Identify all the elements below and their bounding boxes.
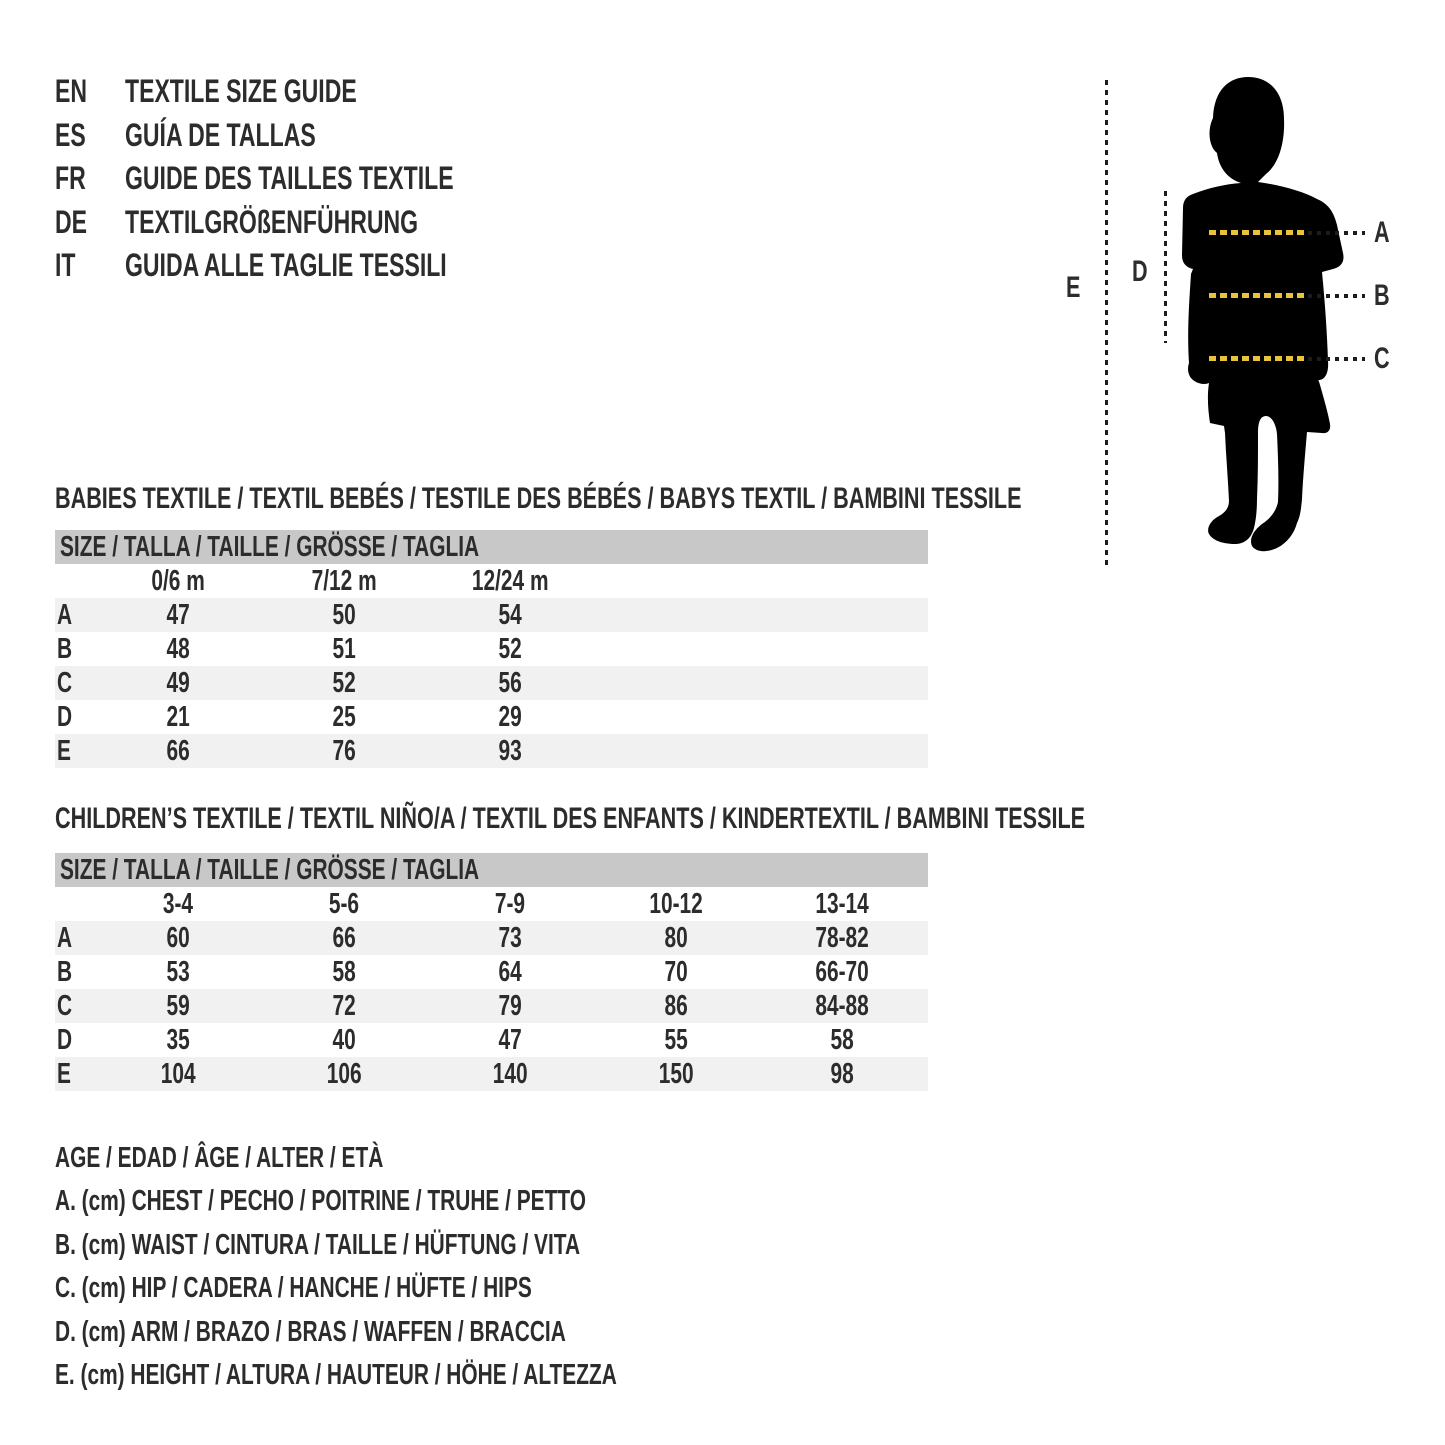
table-row xyxy=(55,666,928,700)
cell: 55 xyxy=(664,1024,688,1056)
children-section-title: CHILDREN’S TEXTILE / TEXTIL NIÑO/A / TEXTIL DES ENFANTS / KINDERTEXTIL / BAMBINI TESSILE xyxy=(55,802,1086,835)
table-row xyxy=(55,955,928,989)
lang-code: EN xyxy=(55,73,88,109)
cell: 72 xyxy=(332,990,356,1022)
lang-code: IT xyxy=(55,247,76,283)
cell: 64 xyxy=(498,956,522,988)
chest-dash-line xyxy=(1209,230,1304,235)
lang-code: DE xyxy=(55,203,88,240)
row-label: C xyxy=(57,667,73,699)
waist-dot-line xyxy=(1308,294,1365,298)
marker-b-label: B xyxy=(1374,279,1390,312)
cell: 98 xyxy=(830,1058,854,1090)
row-label: D xyxy=(57,1024,73,1056)
marker-c-label: C xyxy=(1374,342,1390,375)
lang-code: FR xyxy=(55,160,86,196)
guide-title-it: GUIDA ALLE TAGLIE TESSILI xyxy=(125,247,447,283)
lang-row-fr xyxy=(55,157,581,201)
row-label: E xyxy=(57,735,71,767)
row-label: E xyxy=(57,1058,71,1090)
marker-d-label: D xyxy=(1132,255,1148,288)
cell: 47 xyxy=(498,1024,522,1056)
arm-measure-line xyxy=(1164,191,1167,343)
cell: 52 xyxy=(498,633,522,665)
table-column-header-row xyxy=(55,564,928,598)
cell: 56 xyxy=(498,667,522,699)
cell: 106 xyxy=(326,1058,362,1090)
guide-title-de: TEXTILGRÖßENFÜHRUNG xyxy=(125,203,419,240)
legend-hip: C. (cm) HIP / CADERA / HANCHE / HÜFTE / HIPS xyxy=(55,1272,532,1305)
table-row xyxy=(55,1023,928,1057)
cell: 70 xyxy=(664,956,688,988)
col-header: 3-4 xyxy=(162,888,194,920)
table-row xyxy=(55,989,928,1023)
cell: 58 xyxy=(830,1024,854,1056)
legend-chest: A. (cm) CHEST / PECHO / POITRINE / TRUHE / PETTO xyxy=(55,1185,586,1218)
cell: 66-70 xyxy=(815,956,869,988)
cell: 51 xyxy=(332,633,356,665)
cell: 73 xyxy=(498,922,522,954)
children-size-header-bar: SIZE / TALLA / TAILLE / GRÖSSE / TAGLIA xyxy=(55,853,928,887)
waist-dash-line xyxy=(1209,293,1304,298)
cell: 47 xyxy=(166,599,190,631)
col-header: 10-12 xyxy=(649,888,703,920)
col-header: 7-9 xyxy=(494,888,526,920)
col-header: 0/6 m xyxy=(151,565,205,597)
language-title-block xyxy=(55,70,581,288)
cell: 84-88 xyxy=(815,990,869,1022)
babies-size-header-bar: SIZE / TALLA / TAILLE / GRÖSSE / TAGLIA xyxy=(55,530,928,564)
measurement-legend xyxy=(55,1137,835,1397)
guide-title-fr: GUIDE DES TAILLES TEXTILE xyxy=(125,160,454,196)
legend-age: AGE / EDAD / ÂGE / ALTER / ETÀ xyxy=(55,1142,384,1174)
table-row xyxy=(55,1057,928,1091)
cell: 49 xyxy=(166,667,190,699)
lang-row-es xyxy=(55,114,581,158)
cell: 21 xyxy=(166,701,190,733)
guide-title-en: TEXTILE SIZE GUIDE xyxy=(125,73,357,109)
row-label: B xyxy=(57,633,73,665)
table-row xyxy=(55,734,928,768)
cell: 86 xyxy=(664,990,688,1022)
cell: 66 xyxy=(166,735,190,767)
cell: 80 xyxy=(664,922,688,954)
cell: 59 xyxy=(166,990,190,1022)
row-label: B xyxy=(57,956,73,988)
table-column-header-row xyxy=(55,887,928,921)
legend-arm: D. (cm) ARM / BRAZO / BRAS / WAFFEN / BRACCIA xyxy=(55,1315,566,1348)
row-label: D xyxy=(57,701,73,733)
guide-title-es: GUÍA DE TALLAS xyxy=(125,116,316,153)
legend-waist: B. (cm) WAIST / CINTURA / TAILLE / HÜFTUNG / VITA xyxy=(55,1228,581,1261)
corner-cell xyxy=(55,887,95,921)
chest-dot-line xyxy=(1308,231,1365,235)
cell: 25 xyxy=(332,701,356,733)
legend-height: E. (cm) HEIGHT / ALTURA / HAUTEUR / HÖHE / ALTEZZA xyxy=(55,1358,617,1391)
babies-section-title: BABIES TEXTILE / TEXTIL BEBÉS / TESTILE DES BÉBÉS / BABYS TEXTIL / BAMBINI TESSILE xyxy=(55,482,1022,515)
col-header: 12/24 m xyxy=(471,565,549,597)
cell: 66 xyxy=(332,922,356,954)
corner-cell xyxy=(55,564,95,598)
col-header: 7/12 m xyxy=(311,565,377,597)
babies-size-table xyxy=(55,564,928,768)
table-row xyxy=(55,700,928,734)
cell: 53 xyxy=(166,956,190,988)
cell: 29 xyxy=(498,701,522,733)
cell: 104 xyxy=(160,1058,196,1090)
row-label: C xyxy=(57,990,73,1022)
marker-e-label: E xyxy=(1066,271,1081,304)
hip-dot-line xyxy=(1308,357,1365,361)
hip-dash-line xyxy=(1209,356,1304,361)
lang-row-de xyxy=(55,201,581,245)
cell: 60 xyxy=(166,922,190,954)
table-row xyxy=(55,632,928,666)
lang-code: ES xyxy=(55,116,86,153)
cell: 48 xyxy=(166,633,190,665)
marker-a-label: A xyxy=(1374,216,1390,249)
col-header: 5-6 xyxy=(328,888,360,920)
row-label: A xyxy=(57,922,73,954)
cell: 35 xyxy=(166,1024,190,1056)
cell: 150 xyxy=(658,1058,694,1090)
cell: 79 xyxy=(498,990,522,1022)
row-label: A xyxy=(57,599,73,631)
cell: 54 xyxy=(498,599,522,631)
cell: 76 xyxy=(332,735,356,767)
cell: 40 xyxy=(332,1024,356,1056)
table-row xyxy=(55,598,928,632)
lang-row-en xyxy=(55,70,581,114)
cell: 58 xyxy=(332,956,356,988)
cell: 140 xyxy=(492,1058,528,1090)
lang-row-it xyxy=(55,244,581,288)
children-size-table xyxy=(55,887,928,1091)
cell: 50 xyxy=(332,599,356,631)
cell: 52 xyxy=(332,667,356,699)
table-row xyxy=(55,921,928,955)
cell: 78-82 xyxy=(815,922,869,954)
cell: 93 xyxy=(498,735,522,767)
col-header: 13-14 xyxy=(815,888,869,920)
